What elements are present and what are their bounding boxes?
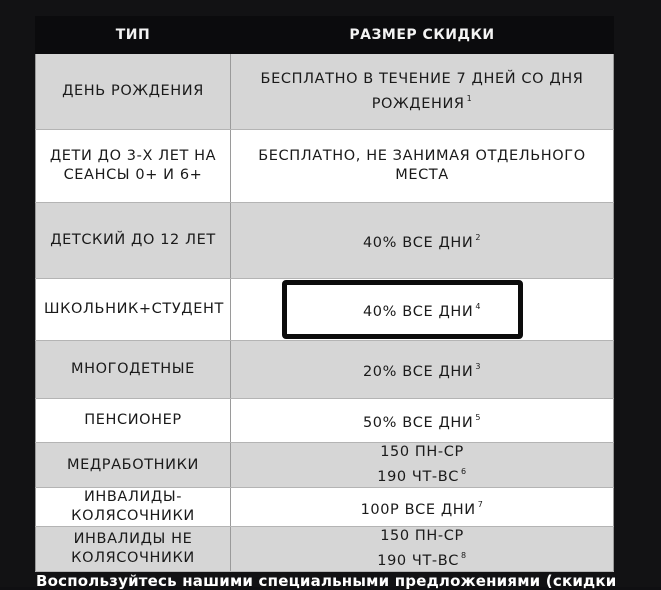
row-discount: БЕСПЛАТНО, НЕ ЗАНИМАЯ ОТДЕЛЬНОГО МЕСТА (231, 130, 614, 203)
footnote-mark: 1 (466, 93, 473, 103)
table-row (36, 341, 614, 399)
table-row (36, 399, 614, 443)
header-discount: РАЗМЕР СКИДКИ (231, 17, 614, 54)
row-discount: 150 ПН-СР 190 ЧТ-ВС $^6$ (231, 443, 614, 488)
table-row (36, 130, 614, 203)
row-discount: 40% ВСЕ ДНИ $^2$ (231, 203, 614, 279)
row-type: МНОГОДЕТНЫЕ (36, 341, 231, 399)
footnote-mark: 7 (477, 499, 484, 509)
row-type: ШКОЛЬНИК+СТУДЕНТ (36, 279, 231, 341)
table-row (36, 527, 614, 572)
table-row (36, 488, 614, 527)
row-discount: 150 ПН-СР 190 ЧТ-ВС $^8$ (231, 527, 614, 572)
header-type: ТИП (36, 17, 231, 54)
footnote-mark: 6 (461, 467, 467, 476)
table-header-row (36, 17, 614, 54)
row-type: ИНВАЛИДЫ НЕ КОЛЯСОЧНИКИ (36, 527, 231, 572)
footer-paragraph: Воспользуйтесь нашими специальными предложениями (скидки (36, 572, 617, 590)
footnote-mark: 5 (475, 413, 482, 422)
footnote-mark: 2 (475, 233, 482, 242)
footnote-mark: 3 (475, 362, 482, 371)
row-type: ДЕНЬ РОЖДЕНИЯ (36, 54, 231, 130)
row-discount: 40% ВСЕ ДНИ $^4$ (231, 279, 614, 341)
footnote-mark: 8 (461, 551, 467, 560)
footnote-mark: 4 (475, 302, 482, 311)
row-type: ИНВАЛИДЫ- КОЛЯСОЧНИКИ (36, 488, 231, 527)
row-type: ДЕТИ ДО 3-Х ЛЕТ НА СЕАНСЫ 0+ И 6+ (36, 130, 231, 203)
row-discount: 50% ВСЕ ДНИ $^5$ (231, 399, 614, 443)
row-type: МЕДРАБОТНИКИ (36, 443, 231, 488)
highlight-frame (282, 280, 523, 339)
table-row (36, 203, 614, 279)
row-discount: 20% ВСЕ ДНИ $^3$ (231, 341, 614, 399)
row-discount: БЕСПЛАТНО В ТЕЧЕНИЕ 7 ДНЕЙ СО ДНЯ РОЖДЕНИЯ $^1$ (231, 54, 614, 130)
table-row (36, 54, 614, 130)
row-discount: 100Р ВСЕ ДНИ $^7$ (231, 488, 614, 527)
row-type: ПЕНСИОНЕР (36, 399, 231, 443)
row-type: ДЕТСКИЙ ДО 12 ЛЕТ (36, 203, 231, 279)
table-row (36, 443, 614, 488)
